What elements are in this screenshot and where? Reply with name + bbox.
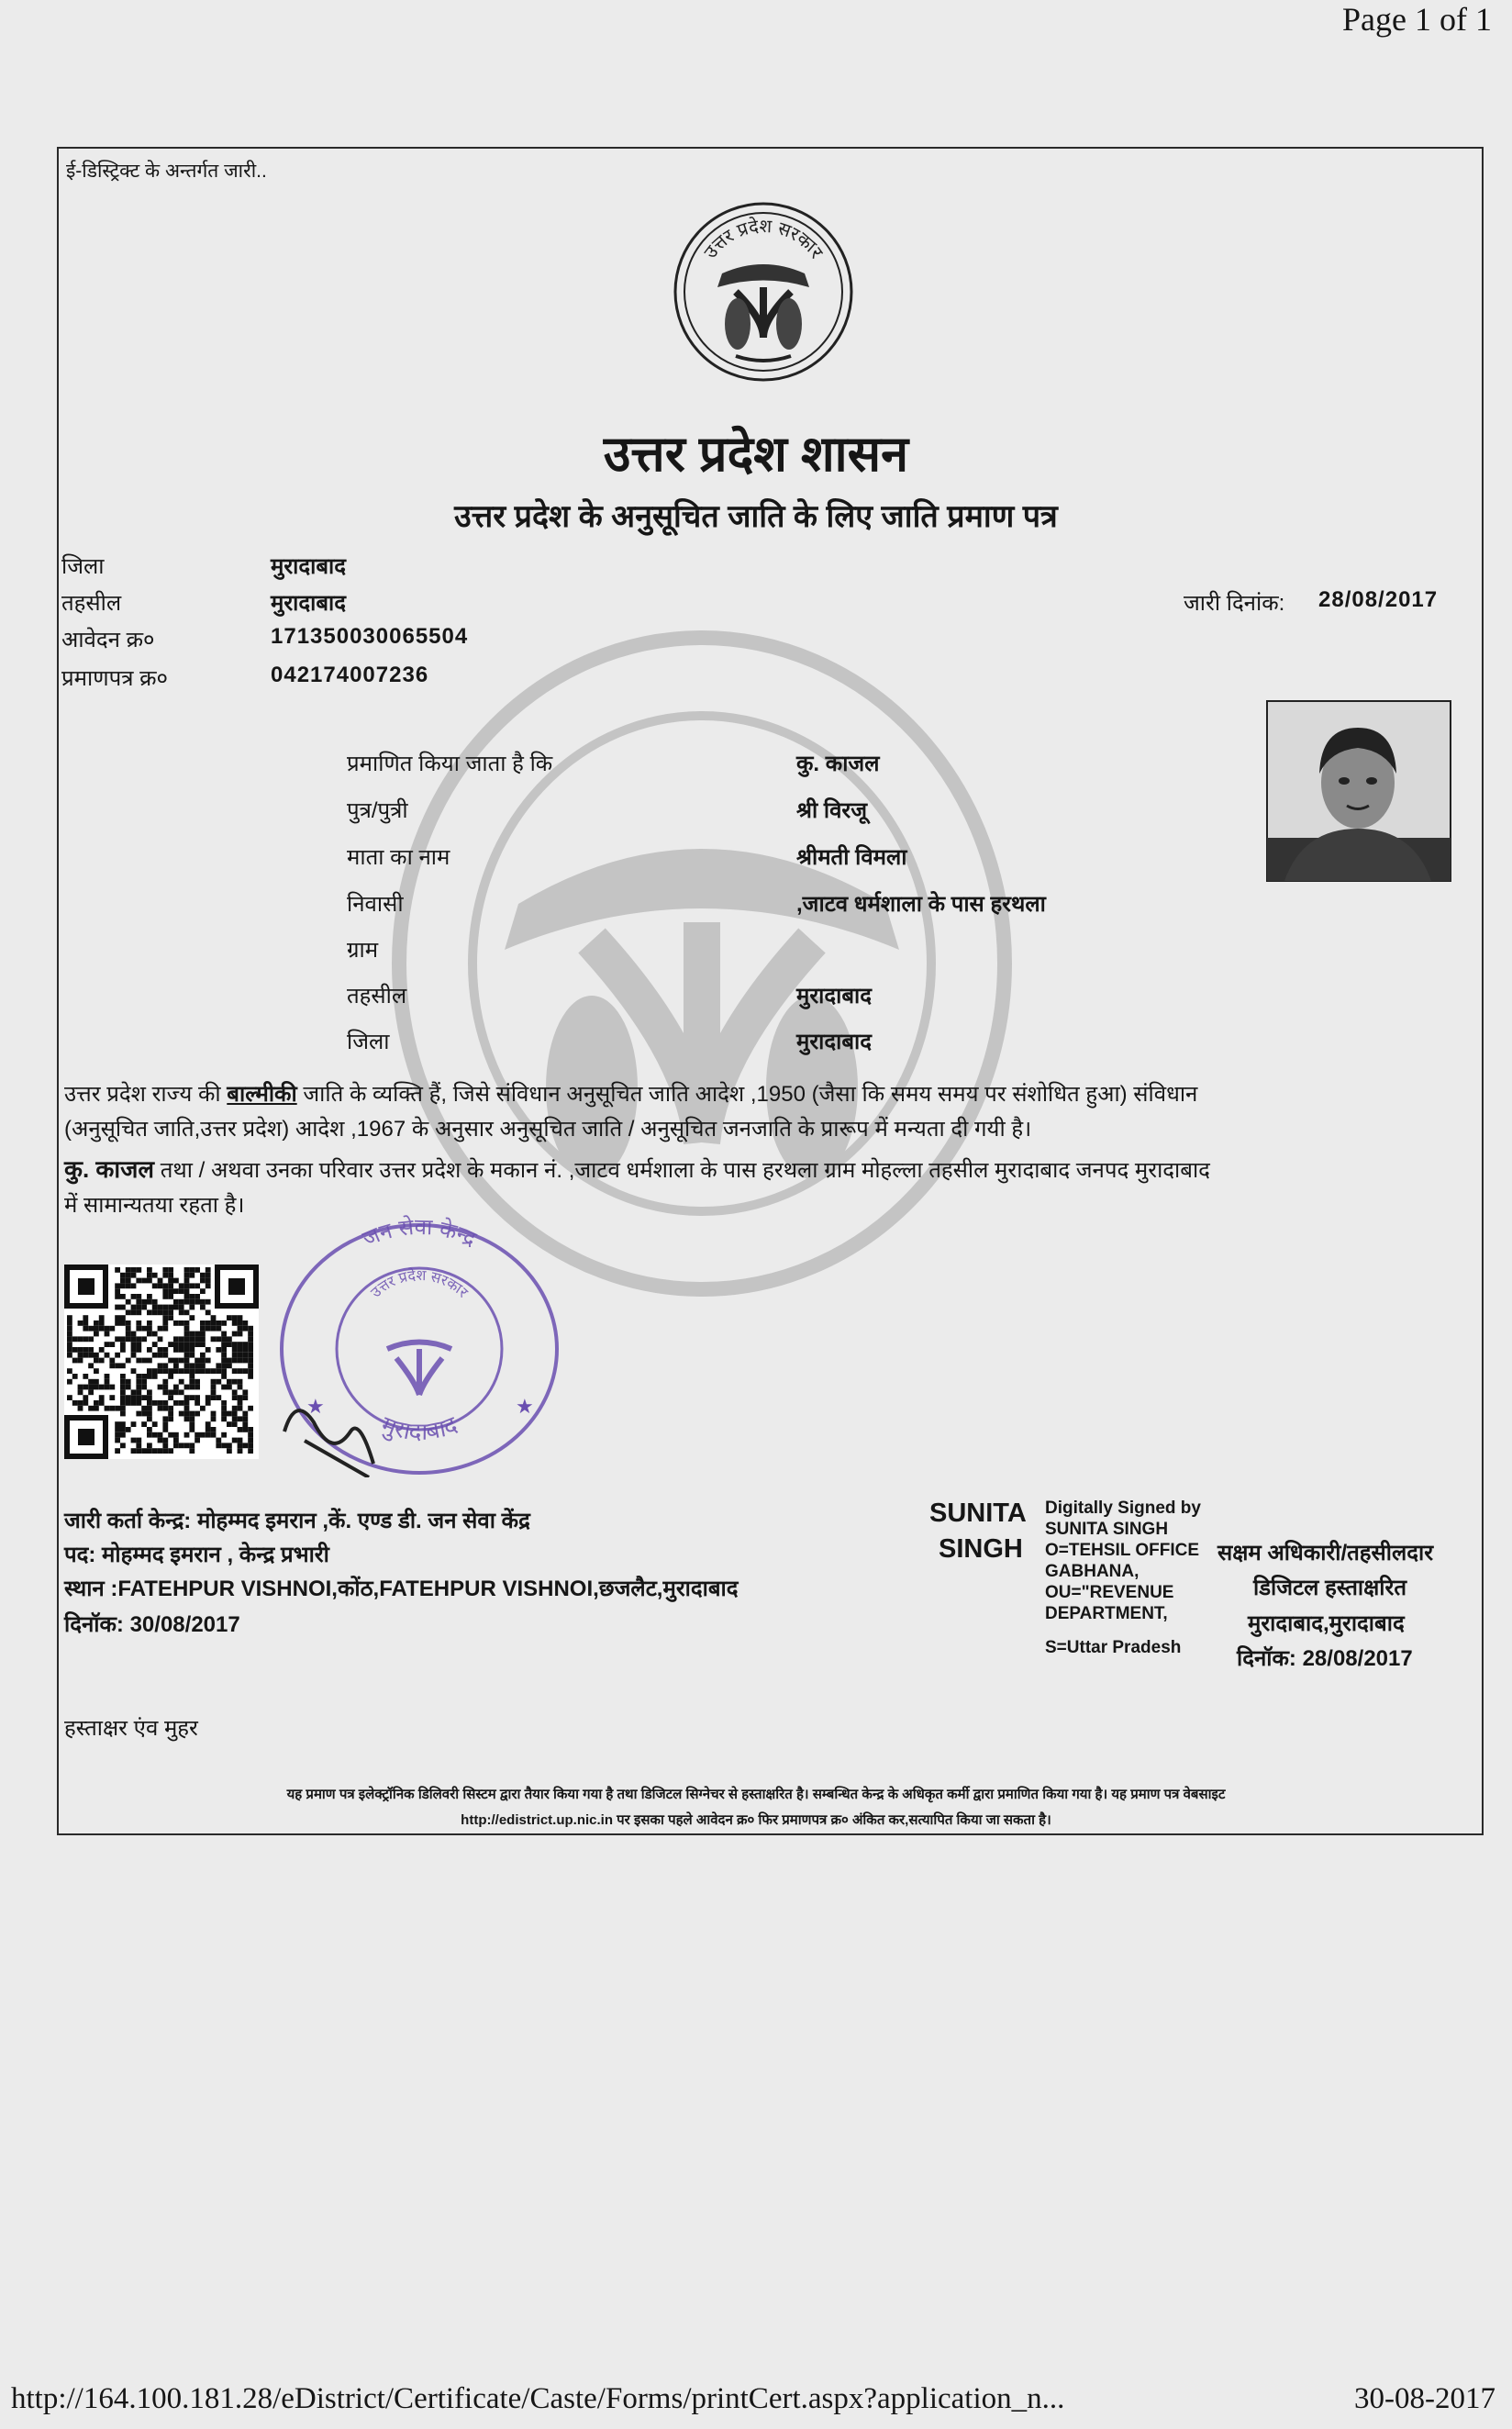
details-value-6: मुरादाबाद <box>796 984 873 1008</box>
caste-name: बाल्मीकी <box>227 1082 297 1107</box>
issued-under-label: ई-डिस्ट्रिक्ट के अन्तर्गत जारी.. <box>66 161 267 182</box>
sign-seal-label: हस्ताक्षर एंव मुहर <box>64 1716 198 1741</box>
disclaimer-line-1: यह प्रमाण पत्र इलेक्ट्रॉनिक डिलिवरी सिस्टम द्वारा तैयार किया गया है तथा डिजिटल सिग्नेचर से हस्ताक्षरित है। सम्बन्धित केन्द्र के अधिकृत कर्मी द्वारा प्रमाणित किया गया है। यह प्रमाण पत्र वेबसाइट <box>286 1787 1226 1802</box>
details-value-3: श्रीमती विमला <box>796 845 907 870</box>
district-label: जिला <box>61 554 105 579</box>
certificate-no-label: प्रमाणपत्र क्र० <box>61 666 169 691</box>
tehsil-value: मुरादाबाद <box>271 591 347 616</box>
digital-sig-details: Digitally Signed by SUNITA SINGH O=TEHSIL OFFICE GABHANA, OU="REVENUE DEPARTMENT, S=Uttar Pradesh <box>1045 1499 1201 1657</box>
qr-code <box>64 1265 259 1459</box>
caste-paragraph-line-1: उत्तर प्रदेश राज्य की बाल्मीकी जाति के व्यक्ति हैं, जिसे संविधान अनुसूचित जाति आदेश ,1950 (जैसा कि समय समय पर संशोधित हुआ) संविधान <box>64 1082 1198 1107</box>
emblem-text: उत्तर प्रदेश सरकार <box>700 216 827 262</box>
details-label-4: निवासी <box>347 892 404 917</box>
jan-seva-kendra-stamp <box>268 1211 571 1477</box>
stamp-inner-text: उत्तर प्रदेश सरकार <box>368 1267 471 1301</box>
issue-date-value: 28/08/2017 <box>1318 587 1439 612</box>
digital-sig-name-2: SINGH <box>939 1534 1023 1564</box>
application-no-value: 171350030065504 <box>271 624 469 649</box>
digital-signed-label: डिजिटल हस्ताक्षरित <box>1253 1576 1407 1600</box>
details-label-2: पुत्र/पुत्री <box>347 798 408 823</box>
application-no-label: आवेदन क्र० <box>61 628 155 652</box>
details-value-7: मुरादाबाद <box>796 1030 873 1054</box>
officer-date: दिनॉक: 28/08/2017 <box>1237 1646 1413 1671</box>
residence-paragraph-line-2: में सामान्यतया रहता है। <box>64 1193 245 1218</box>
footer-url[interactable]: http://164.100.181.28/eDistrict/Certificate/Caste/Forms/printCert.aspx?application_n... <box>11 2382 1065 2415</box>
svg-text:★: ★ <box>306 1395 325 1418</box>
issuer-post: पद: मोहम्मद इमरान , केन्द्र प्रभारी <box>64 1543 329 1567</box>
details-label-3: माता का नाम <box>347 845 450 870</box>
svg-text:उत्तर प्रदेश सरकार <box>700 216 827 262</box>
stamp-top-text: जन सेवा केन्द्र <box>359 1214 480 1253</box>
applicant-name: कु. काजल <box>64 1155 155 1183</box>
svg-text:★: ★ <box>516 1395 534 1418</box>
footer-print-date: 30-08-2017 <box>1354 2382 1495 2415</box>
officer-place: मुरादाबाद,मुरादाबाद <box>1248 1611 1405 1636</box>
state-emblem-logo <box>672 200 855 384</box>
issuing-center: जारी कर्ता केन्द्र: मोहम्मद इमरान ,कें. एण्ड डी. जन सेवा केंद्र <box>64 1509 530 1533</box>
stamp-bottom-text: मुरादाबाद <box>377 1409 461 1445</box>
applicant-photo <box>1266 700 1451 882</box>
digital-sig-name-1: SUNITA <box>929 1499 1027 1528</box>
residence-paragraph-line-1: कु. काजल तथा / अथवा उनका परिवार उत्तर प्रदेश के मकान नं. ,जाटव धर्मशाला के पास हरथला ग्राम मोहल्ला तहसील मुरादाबाद जनपद मुरादाबाद <box>64 1155 1210 1183</box>
svg-text:जन सेवा केन्द्र <box>359 1214 480 1252</box>
watermark-emblem <box>390 629 1014 1298</box>
page-number: Page 1 of 1 <box>1342 1 1492 38</box>
details-label-1: प्रमाणित किया जाता है कि <box>347 752 553 776</box>
disclaimer-line-2: http://edistrict.up.nic.in पर इसका पहले आवेदन क्र० फिर प्रमाणपत्र क्र० अंकित कर,सत्यापित किया जा सकता है। <box>461 1812 1051 1828</box>
caste-paragraph-line-2: (अनुसूचित जाति,उत्तर प्रदेश) आदेश ,1967 के अनुसार अनुसूचित जाति / अनुसूचित जनजाति के प्रारूप में मन्यता दी गयी है। <box>64 1117 1032 1142</box>
issue-date-label: जारी दिनांक: <box>1184 591 1285 616</box>
details-label-5: ग्राम <box>347 938 379 963</box>
tehsil-label: तहसील <box>61 591 122 616</box>
officer-title: सक्षम अधिकारी/तहसीलदार <box>1217 1541 1434 1565</box>
details-value-1: कु. काजल <box>796 752 880 776</box>
certificate-no-value: 042174007236 <box>271 663 429 687</box>
district-value: मुरादाबाद <box>271 554 347 579</box>
certificate-title: उत्तर प्रदेश के अनुसूचित जाति के लिए जाति प्रमाण पत्र <box>454 499 1058 534</box>
svg-text:उत्तर प्रदेश सरकार <box>368 1266 471 1301</box>
issuer-place: स्थान :FATEHPUR VISHNOI,कोंठ,FATEHPUR VISHNOI,छजलैट,मुरादाबाद <box>64 1577 739 1601</box>
issuer-date: दिनॉक: 30/08/2017 <box>64 1612 240 1637</box>
details-label-7: जिला <box>347 1030 390 1054</box>
details-label-6: तहसील <box>347 984 407 1008</box>
svg-text:मुरादाबाद <box>377 1410 461 1445</box>
details-value-4: ,जाटव धर्मशाला के पास हरथला <box>796 892 1046 917</box>
government-title: उत्तर प्रदेश शासन <box>603 427 909 482</box>
details-value-2: श्री विरजू <box>796 798 868 823</box>
